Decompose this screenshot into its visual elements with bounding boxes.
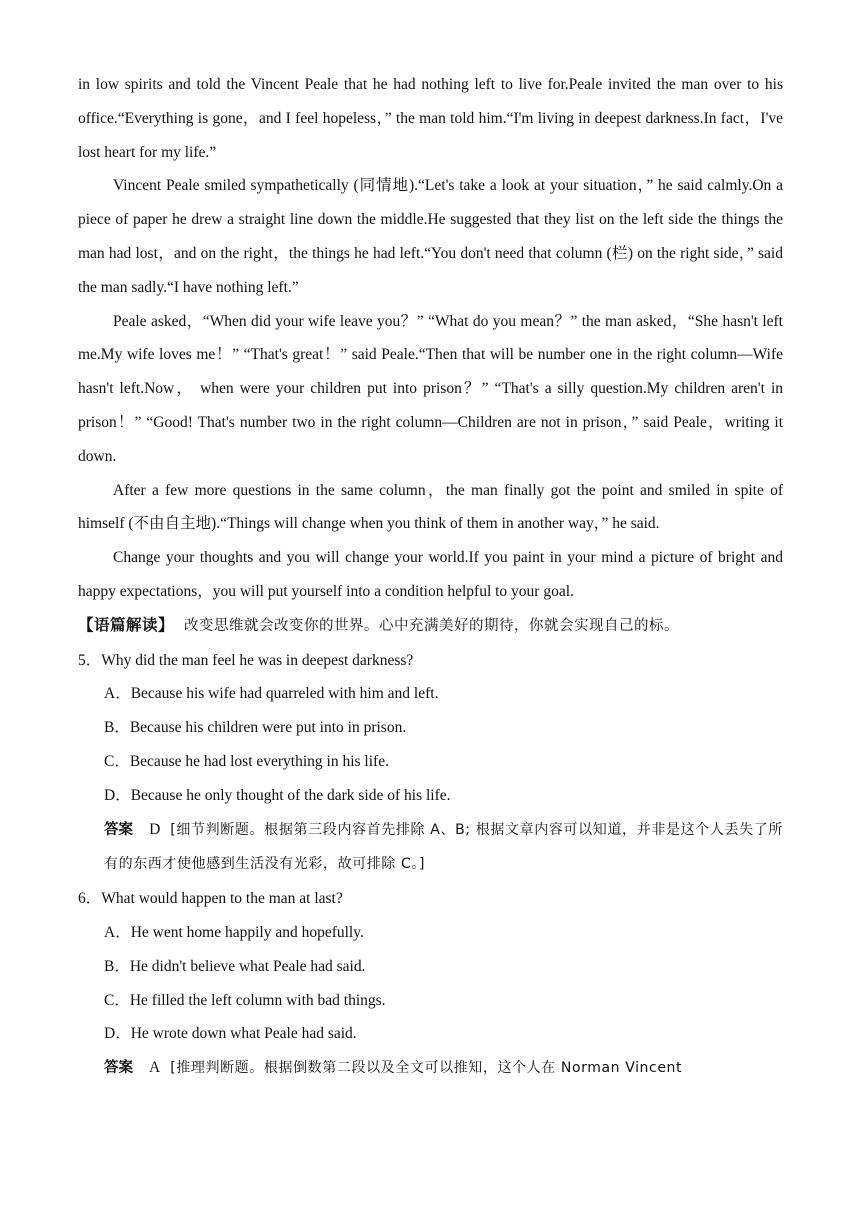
option-b: B．Because his children were put into in prison. bbox=[104, 719, 407, 737]
option-a: A．He went home happily and hopefully. bbox=[104, 923, 364, 941]
option-b: B．He didn't believe what Peale had said. bbox=[104, 957, 366, 975]
passage-paragraph-4: After a few more questions in the same column，the man finally got the point and smiled in spite of himself (不由自主地).“Things will change when you think of them in another way，” he said. bbox=[78, 481, 783, 533]
analysis-label: 【语篇解读】 bbox=[78, 615, 175, 634]
passage-paragraph-2: Vincent Peale smiled sympathetically (同情地).“Let's take a look at your situation，” he said calmly.On a piece of paper he drew a straight line down the middle.He suggested that they list on the left side the things the man had lost，and on the right，the things he had left.“You don't need that column (栏) on the right side，” said the man sadly.“I have nothing left.” bbox=[78, 177, 783, 296]
answer-label: 答案 bbox=[104, 1060, 133, 1077]
option-d: D．Because he only thought of the dark side of his life. bbox=[104, 786, 451, 804]
answer-explanation: [细节判断题。根据第三段内容首先排除 A、B; 根据文章内容可以知道，并非是这个人丢失了所有的东西才使他感到生活没有光彩，故可排除 C。] bbox=[104, 821, 784, 873]
passage-paragraph-5: Change your thoughts and you will change your world.If you paint in your mind a picture of bright and happy expectations，you will put yourself into a condition helpful to your goal. bbox=[78, 549, 783, 600]
question-5 bbox=[78, 644, 783, 883]
answer-label: 答案 bbox=[104, 821, 134, 838]
answer-letter: A bbox=[149, 1059, 161, 1077]
option-c: C．Because he had lost everything in his life. bbox=[104, 752, 389, 770]
passage-paragraph-3: Peale asked，“When did your wife leave you？” “What do you mean？” the man asked，“She hasn't left me.My wife loves me！” “That's great！” said Peale.“Then that will be number one in the right column—Wife hasn't left.Now， when were your children put into prison？” “That's a silly question.My children aren't in prison！” “Good! That's number two in the right column—Children are not in prison，” said Peale，writing it down. bbox=[78, 312, 783, 465]
option-d: D．He wrote down what Peale had said. bbox=[104, 1025, 357, 1043]
answer-block bbox=[78, 1051, 783, 1086]
answer-block bbox=[78, 813, 783, 883]
question-stem: 6．What would happen to the man at last? bbox=[78, 890, 343, 908]
option-a: A．Because his wife had quarreled with him and left. bbox=[104, 685, 439, 703]
question-stem: 5．Why did the man feel he was in deepest darkness? bbox=[78, 651, 414, 669]
option-c: C．He filled the left column with bad things. bbox=[104, 991, 386, 1009]
passage-analysis bbox=[78, 609, 783, 644]
answer-explanation: [推理判断题。根据倒数第二段以及全文可以推知，这个人在 Norman Vincent bbox=[170, 1060, 683, 1077]
answer-letter: D bbox=[149, 820, 161, 838]
question-6 bbox=[78, 882, 783, 1086]
passage-paragraph-1: in low spirits and told the Vincent Peale that he had nothing left to live for.Peale invited the man over to his office.“Everything is gone，and I feel hopeless，” the man told him.“I'm living in deepest darkness.In fact，I've lost heart for my life.” bbox=[78, 76, 783, 161]
document-page bbox=[78, 68, 783, 1086]
analysis-text: 改变思维就会改变你的世界。心中充满美好的期待，你就会实现自己的标。 bbox=[184, 617, 680, 634]
